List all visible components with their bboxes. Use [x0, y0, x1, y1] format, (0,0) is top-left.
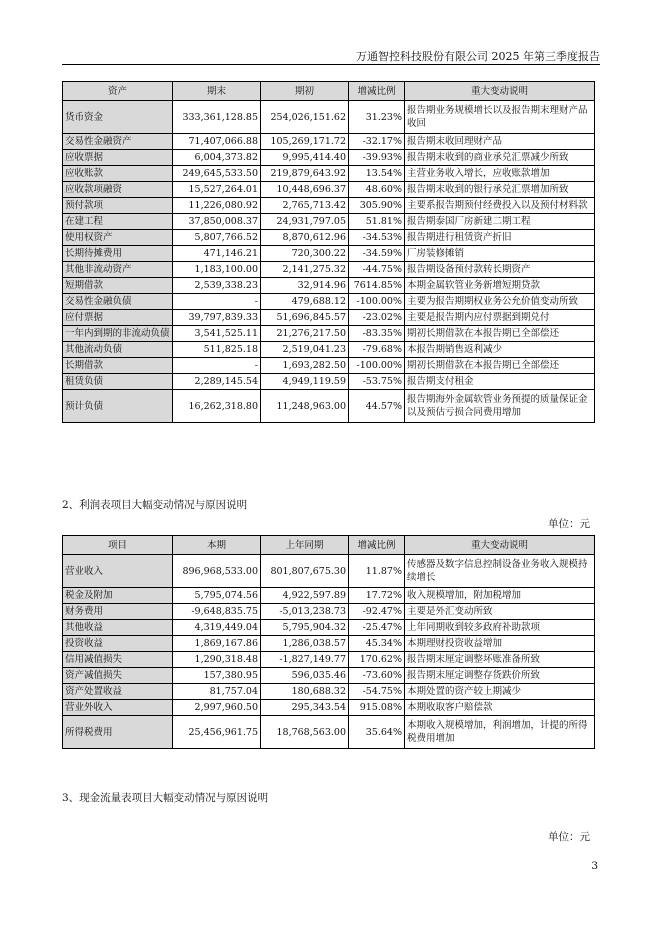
change-ratio: -83.35% [349, 326, 405, 342]
report-header: 万通智控科技股份有限公司 2025 年第三季度报告 [356, 50, 600, 63]
current-value: 11,226,080.92 [173, 198, 261, 214]
row-label: 长期借款 [63, 358, 173, 374]
prior-value: 2,765,713.42 [261, 198, 349, 214]
table-header-row [63, 82, 595, 101]
change-explanation: 报告期支付租金 [405, 374, 595, 390]
current-value: -9,648,835.75 [173, 604, 261, 620]
current-value: 5,807,766.52 [173, 230, 261, 246]
current-value: 1,290,318.48 [173, 652, 261, 668]
change-explanation: 报告期设备预付款转长期资产 [405, 262, 595, 278]
change-ratio: 35.64% [349, 716, 405, 749]
change-explanation: 期初长期借款在本报告期已全部偿还 [405, 326, 595, 342]
prior-value: 51,696,845.57 [261, 310, 349, 326]
row-label: 财务费用 [63, 604, 173, 620]
change-ratio: 305.90% [349, 198, 405, 214]
table-row [63, 150, 595, 166]
column-header: 本期 [173, 536, 261, 555]
table-row [63, 604, 595, 620]
change-explanation: 主要为报告期期权业务公允价值变动所致 [405, 294, 595, 310]
row-label: 应收款项融资 [63, 182, 173, 198]
change-explanation: 本报告期销售返利减少 [405, 342, 595, 358]
section-2-title: 2、利润表项目大幅变动情况与原因说明 [62, 499, 248, 511]
change-explanation: 上年同期收到较多政府补助款项 [405, 620, 595, 636]
row-label: 营业外收入 [63, 700, 173, 716]
change-explanation: 期初长期借款在本报告期已全部偿还 [405, 358, 595, 374]
table-row [63, 214, 595, 230]
change-explanation: 本期收入规模增加，利润增加，计提的所得税费用增加 [405, 716, 595, 749]
current-value: - [173, 358, 261, 374]
current-value: 1,183,100.00 [173, 262, 261, 278]
change-explanation: 本期收取客户赔偿款 [405, 700, 595, 716]
table-row [63, 684, 595, 700]
row-label: 交易性金融资产 [63, 134, 173, 150]
column-header: 增减比例 [349, 82, 405, 101]
prior-value: 32,914.96 [261, 278, 349, 294]
change-ratio: -54.75% [349, 684, 405, 700]
row-label: 投资收益 [63, 636, 173, 652]
change-explanation: 报告期末厘定调整存货跌价所致 [405, 668, 595, 684]
change-ratio: -92.47% [349, 604, 405, 620]
table-row [63, 342, 595, 358]
change-explanation: 报告期进行租赁资产折旧 [405, 230, 595, 246]
current-value: 2,539,338.23 [173, 278, 261, 294]
row-label: 长期待摊费用 [63, 246, 173, 262]
change-ratio: -100.00% [349, 358, 405, 374]
change-ratio: -53.75% [349, 374, 405, 390]
change-ratio: 48.60% [349, 182, 405, 198]
column-header: 资产 [63, 82, 173, 101]
prior-value: 219,879,643.92 [261, 166, 349, 182]
current-value: 15,527,264.01 [173, 182, 261, 198]
change-explanation: 报告期末收到的商业承兑汇票减少所致 [405, 150, 595, 166]
row-label: 其他流动负债 [63, 342, 173, 358]
change-ratio: 915.08% [349, 700, 405, 716]
table-row [63, 555, 595, 588]
table-row [63, 716, 595, 749]
current-value: 2,997,960.50 [173, 700, 261, 716]
table-row [63, 374, 595, 390]
column-header: 重大变动说明 [405, 536, 595, 555]
change-explanation: 传感器及数字信息控制设备业务收入规模持续增长 [405, 555, 595, 588]
table-row [63, 166, 595, 182]
change-ratio: 17.72% [349, 588, 405, 604]
prior-value: 254,026,151.62 [261, 101, 349, 134]
change-ratio: 11.87% [349, 555, 405, 588]
prior-value: -5,013,238.73 [261, 604, 349, 620]
column-header: 期末 [173, 82, 261, 101]
current-value: 333,361,128.85 [173, 101, 261, 134]
change-explanation: 本期理财投资收益增加 [405, 636, 595, 652]
row-label: 税金及附加 [63, 588, 173, 604]
change-ratio: 31.23% [349, 101, 405, 134]
table-row [63, 134, 595, 150]
row-label: 短期借款 [63, 278, 173, 294]
table-header-row [63, 536, 595, 555]
page-number: 3 [591, 860, 598, 872]
current-value: 896,968,533.00 [173, 555, 261, 588]
change-ratio: 7614.85% [349, 278, 405, 294]
prior-value: -1,827,149.77 [261, 652, 349, 668]
change-ratio: -32.17% [349, 134, 405, 150]
row-label: 预付款项 [63, 198, 173, 214]
change-ratio: -34.59% [349, 246, 405, 262]
change-ratio: 51.81% [349, 214, 405, 230]
prior-value: 9,995,414.40 [261, 150, 349, 166]
change-ratio: -100.00% [349, 294, 405, 310]
column-header: 项目 [63, 536, 173, 555]
row-label: 资产减值损失 [63, 668, 173, 684]
current-value: 511,825.18 [173, 342, 261, 358]
table-row [63, 294, 595, 310]
column-header: 增减比例 [349, 536, 405, 555]
current-value: 39,797,839.33 [173, 310, 261, 326]
change-explanation: 报告期末收回理财产品 [405, 134, 595, 150]
table-row [63, 700, 595, 716]
current-value: 4,319,449.04 [173, 620, 261, 636]
current-value: 3,541,525.11 [173, 326, 261, 342]
prior-value: 11,248,963.00 [261, 390, 349, 423]
column-header: 上年同期 [261, 536, 349, 555]
table-row [63, 230, 595, 246]
change-explanation: 报告期业务规模增长以及报告期末理财产品收回 [405, 101, 595, 134]
table-row [63, 310, 595, 326]
prior-value: 8,870,612.96 [261, 230, 349, 246]
balance-sheet-changes-table [62, 81, 595, 423]
prior-value: 5,795,904.32 [261, 620, 349, 636]
row-label: 其他非流动资产 [63, 262, 173, 278]
change-explanation: 主营业务收入增长，应收账款增加 [405, 166, 595, 182]
table-row [63, 182, 595, 198]
current-value: 71,407,066.88 [173, 134, 261, 150]
row-label: 在建工程 [63, 214, 173, 230]
change-explanation: 报告期泰国厂房新建二期工程 [405, 214, 595, 230]
current-value: 471,146.21 [173, 246, 261, 262]
prior-value: 479,688.12 [261, 294, 349, 310]
table-row [63, 326, 595, 342]
row-label: 租赁负债 [63, 374, 173, 390]
table-row [63, 390, 595, 423]
row-label: 信用减值损失 [63, 652, 173, 668]
row-label: 应付票据 [63, 310, 173, 326]
current-value: 16,262,318.80 [173, 390, 261, 423]
row-label: 应收账款 [63, 166, 173, 182]
change-explanation: 厂房装修摊销 [405, 246, 595, 262]
prior-value: 180,688.32 [261, 684, 349, 700]
prior-value: 4,949,119.59 [261, 374, 349, 390]
table-row [63, 358, 595, 374]
change-ratio: -79.68% [349, 342, 405, 358]
current-value: 5,795,074.56 [173, 588, 261, 604]
prior-value: 105,269,171.72 [261, 134, 349, 150]
prior-value: 295,343.54 [261, 700, 349, 716]
income-statement-changes-table [62, 535, 595, 749]
row-label: 其他收益 [63, 620, 173, 636]
table-row [63, 101, 595, 134]
row-label: 预计负债 [63, 390, 173, 423]
prior-value: 24,931,797.05 [261, 214, 349, 230]
prior-value: 4,922,597.89 [261, 588, 349, 604]
prior-value: 10,448,696.37 [261, 182, 349, 198]
table-row [63, 246, 595, 262]
unit-label-3: 单位：元 [548, 831, 590, 843]
change-ratio: -34.53% [349, 230, 405, 246]
change-explanation: 主要系报告期预付经费投入以及预付材料款 [405, 198, 595, 214]
prior-value: 2,141,275.32 [261, 262, 349, 278]
table-row [63, 198, 595, 214]
table-row [63, 588, 595, 604]
table-row [63, 652, 595, 668]
table-row [63, 636, 595, 652]
row-label: 应收票据 [63, 150, 173, 166]
current-value: 6,004,373.82 [173, 150, 261, 166]
change-explanation: 主要是外汇变动所致 [405, 604, 595, 620]
change-explanation: 主要是报告期内应付票据到期兑付 [405, 310, 595, 326]
section-3-title: 3、现金流量表项目大幅变动情况与原因说明 [62, 792, 269, 804]
table-row [63, 262, 595, 278]
column-header: 期初 [261, 82, 349, 101]
row-label: 营业收入 [63, 555, 173, 588]
change-ratio: -44.75% [349, 262, 405, 278]
current-value: 249,645,533.50 [173, 166, 261, 182]
change-ratio: -73.60% [349, 668, 405, 684]
change-explanation: 报告期海外金属软管业务预提的质量保证金以及预估亏损合同费用增加 [405, 390, 595, 423]
change-explanation: 本期处置的资产较上期减少 [405, 684, 595, 700]
change-ratio: -39.93% [349, 150, 405, 166]
unit-label-2: 单位：元 [548, 518, 590, 530]
current-value: 81,757.04 [173, 684, 261, 700]
row-label: 使用权资产 [63, 230, 173, 246]
row-label: 资产处置收益 [63, 684, 173, 700]
prior-value: 18,768,563.00 [261, 716, 349, 749]
change-ratio: -23.02% [349, 310, 405, 326]
change-ratio: -25.47% [349, 620, 405, 636]
row-label: 交易性金融负债 [63, 294, 173, 310]
current-value: 1,869,167.86 [173, 636, 261, 652]
change-ratio: 45.34% [349, 636, 405, 652]
current-value: 37,850,008.37 [173, 214, 261, 230]
change-explanation: 收入规模增加，附加税增加 [405, 588, 595, 604]
prior-value: 1,286,038.57 [261, 636, 349, 652]
current-value: 2,289,145.54 [173, 374, 261, 390]
change-explanation: 报告期末厘定调整坏账准备所致 [405, 652, 595, 668]
change-explanation: 报告期末收到的银行承兑汇票增加所致 [405, 182, 595, 198]
row-label: 货币资金 [63, 101, 173, 134]
current-value: - [173, 294, 261, 310]
prior-value: 720,300.22 [261, 246, 349, 262]
row-label: 一年内到期的非流动负债 [63, 326, 173, 342]
change-ratio: 170.62% [349, 652, 405, 668]
prior-value: 2,519,041.23 [261, 342, 349, 358]
table-row [63, 668, 595, 684]
table-row [63, 620, 595, 636]
change-ratio: 44.57% [349, 390, 405, 423]
prior-value: 801,807,675.30 [261, 555, 349, 588]
change-ratio: 13.54% [349, 166, 405, 182]
prior-value: 21,276,217.50 [261, 326, 349, 342]
column-header: 重大变动说明 [405, 82, 595, 101]
prior-value: 596,035.46 [261, 668, 349, 684]
current-value: 157,380.95 [173, 668, 261, 684]
change-explanation: 本期金属软管业务新增短期贷款 [405, 278, 595, 294]
table-row [63, 278, 595, 294]
current-value: 25,456,961.75 [173, 716, 261, 749]
header-divider [62, 64, 600, 65]
row-label: 所得税费用 [63, 716, 173, 749]
prior-value: 1,693,282.50 [261, 358, 349, 374]
